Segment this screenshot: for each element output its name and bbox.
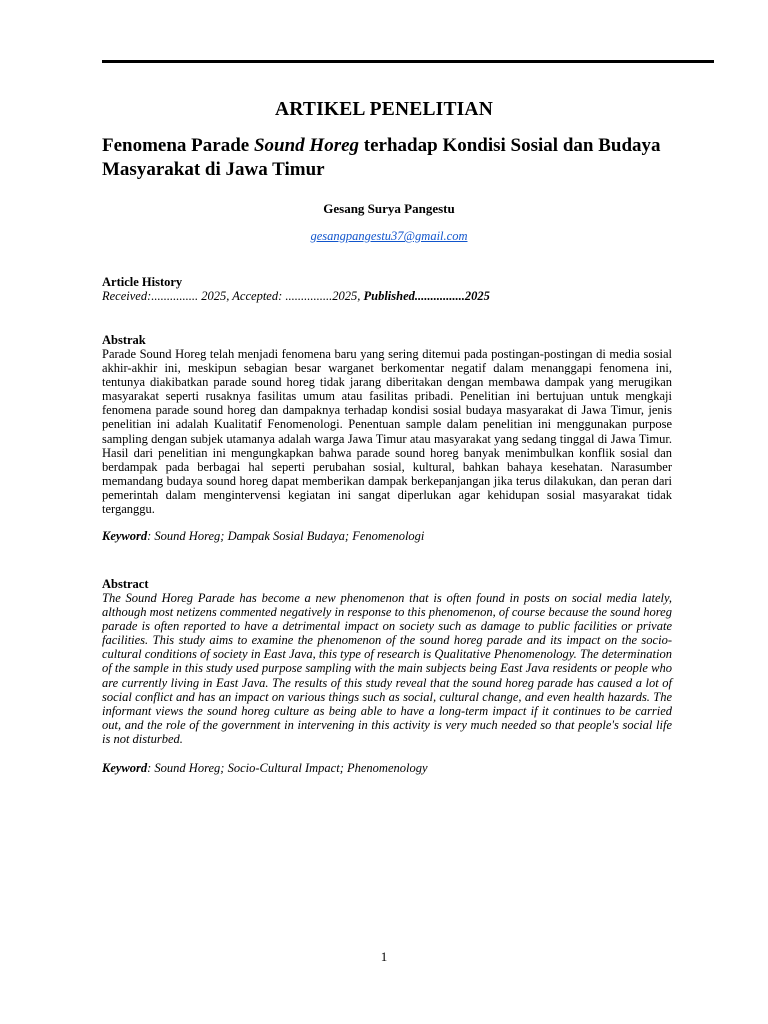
keyword-list: : Sound Horeg; Dampak Sosial Budaya; Fenomenologi [147, 529, 425, 543]
keyword-label: Keyword [102, 761, 148, 775]
author-email-link[interactable]: gesangpangestu37@gmail.com [310, 229, 468, 243]
author-name: Gesang Surya Pangestu [323, 201, 455, 216]
abstract-text: The Sound Horeg Parade has become a new phenomenon that is often found in posts on social media lately, although most netizens commented negatively in response to this phenomenon, of course because the sound horeg parade is often reported to have a detrimental impact on society such as damage to public facilities or private facilities. This study aims to examine the phenomenon of the sound horeg parade and its impact on the socio-cultural conditions of society in East Java, this type of research is Qualitative Phenomenology. The determination of the sample in this study used purpose sampling with the main subjects being East Java residents or people who are currently living in East Java. The results of this study reveal that the sound horeg parade has caused a lot of social conflict and has an impact on various things such as social, cultural change, and even health hazards. The informant views the sound horeg culture as being able to have a long-term impact if it continues to be carried out, and the role of the government in intervening in this activity is very much needed so that people's social life is not disturbed. [102, 591, 672, 746]
abstrak-text: Parade Sound Horeg telah menjadi fenomena baru yang sering ditemui pada postingan-postingan di media sosial akhir-akhir ini, meskipun sebagian besar warganet berkomentar negatif dalam menanggapi fenomena ini, tentunya diakibatkan parade sound horeg tidak jarang diberitakan dengan membawa dampak yang merugikan masyarakat seperti rusaknya fasilitas umum atau fasilitas pribadi. Penelitian ini bertujuan untuk mengkaji fenomena parade sound horeg dan dampaknya terhadap kondisi sosial budaya masyarakat di Jawa Timur, jenis penelitian ini adalah Kualitatif Fenomenologi. Penentuan sample dalam penelitian ini menggunakan purpose sampling dengan subjek utamanya adalah warga Jawa Timur atau masyarakat yang sedang tinggal di Jawa Timur. Hasil dari penelitian ini mengungkapkan bahwa parade sound horeg banyak menimbulkan konflik sosial dan berdampak pada berbagai hal seperti perubahan sosial, kultural, bahkan bahaya kesehatan. Narasumber memandang budaya sound horeg dapat memberikan dampak berkepanjangan jika terus dilakukan, dan peran dari pemerintah dalam mengintervensi kegiatan ini sangat diperlukan agar kehidupan sosial masyarakat tidak terganggu. [102, 347, 672, 517]
published-date: Published................2025 [363, 289, 490, 303]
abstract-keywords [102, 761, 428, 776]
article-history-dates [102, 289, 490, 304]
keyword-list: : Sound Horeg; Socio-Cultural Impact; Phenomenology [147, 761, 428, 775]
title-part-2: terhadap Kondisi Sosial dan Budaya Masyarakat di Jawa Timur [102, 135, 661, 180]
title-italic: Sound Horeg [253, 135, 360, 156]
article-type: ARTIKEL PENELITIAN [274, 99, 493, 120]
abstract-heading: Abstract [102, 577, 149, 591]
abstrak-heading: Abstrak [102, 333, 146, 347]
keyword-label: Keyword [102, 529, 148, 543]
page-number: 1 [380, 949, 388, 964]
article-title [102, 134, 702, 182]
header-rule [102, 60, 714, 63]
title-part-1: Fenomena Parade [102, 135, 254, 156]
abstrak-keywords [102, 529, 424, 544]
article-history-heading: Article History [102, 275, 183, 289]
received-accepted: Received:............... 2025, Accepted: ...............2025, [102, 289, 364, 303]
